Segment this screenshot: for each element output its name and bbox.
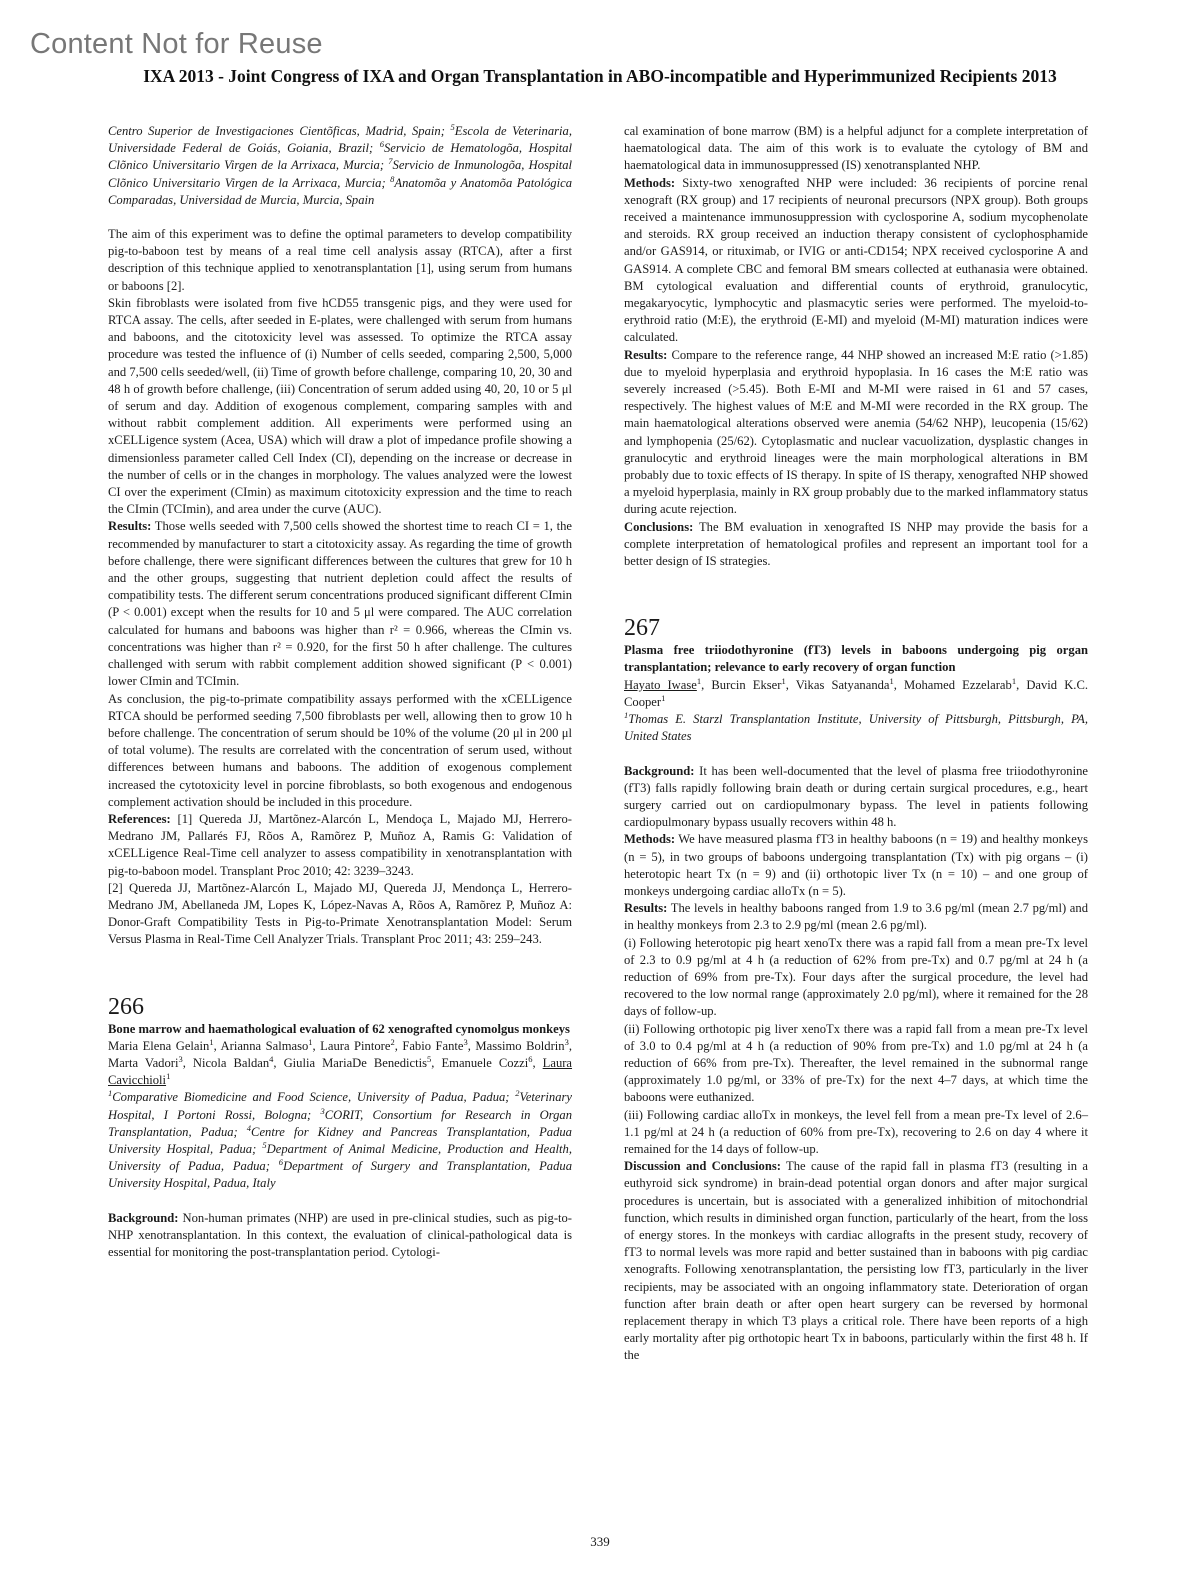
background-label: Background: <box>108 1210 179 1225</box>
results-label: Results: <box>624 347 668 362</box>
superscript: 1 <box>1011 675 1017 686</box>
presenting-author: Laura Cavicchioli <box>108 1055 573 1088</box>
background-label: Background: <box>624 763 695 778</box>
paragraph-aim: The aim of this experiment was to define the optimal parameters to develop compatibility pig-to-baboon test by means of a real time cell analysis assay (RTCA), after a first description of this technique applied to xenotransplantation [1], using serum from humans or baboons [2]. <box>108 227 572 293</box>
superscript: 4 <box>269 1053 274 1064</box>
superscript: 1 <box>781 675 786 686</box>
text-run: , Arianna Salmaso <box>213 1038 309 1053</box>
journal-title: IXA 2013 - Joint Congress of IXA and Organ Transplantation in ABO-incompatible and Hyperimmunized Recipients 2013 <box>143 66 1057 86</box>
superscript: 1 <box>624 709 629 720</box>
text-run: , Laura Pintore <box>312 1038 391 1053</box>
results-label: Results: <box>108 519 152 534</box>
text-run: , Massimo Boldrin <box>467 1038 565 1053</box>
text-run: , Fabio Fante <box>394 1038 464 1053</box>
abstract-266-affiliations <box>108 1089 572 1192</box>
results-text: The levels in healthy baboons ranged from 1.9 to 3.6 pg/ml (mean 2.7 pg/ml) and in healthy monkeys from 2.3 to 2.9 pg/ml (mean 2.6 pg/ml). <box>624 901 1088 933</box>
text-run: Maria Elena Gelain <box>108 1038 210 1053</box>
text-run: , Vikas Satyananda <box>785 677 890 692</box>
discussion-label: Discussion and Conclusions: <box>624 1159 781 1174</box>
text-run: , Marta Vadori <box>108 1038 572 1070</box>
superscript: 5 <box>450 121 455 132</box>
superscript: 1 <box>308 1036 313 1047</box>
text-run: Comparative Biomedicine and Food Science, University of Padua, Padua; <box>112 1090 516 1105</box>
paragraph-continued: cal examination of bone marrow (BM) is a helpful adjunct for a complete interpretation of haematological data. The aim of this work is to evaluate the cytology of BM and haematological data in immunosuppressed (IS) xenotransplanted NHP. <box>624 124 1088 173</box>
background-text: It has been well-documented that the level of plasma free triiodothyronine (fT3) falls rapidly following brain death or during certain surgical procedures, e.g., heart surgery carried out on cardiopulmonary bypass. The level in patients following cardiopulmonary bypass usually recovers within 48 h. <box>624 763 1088 830</box>
abstract-267-discussion <box>624 1158 1088 1364</box>
text-run: Veterinary Hospital, I Portoni Rossi, Bologna; <box>108 1090 572 1122</box>
superscript: 4 <box>246 1122 252 1133</box>
text-run: , Giulia MariaDe Benedictis <box>273 1055 428 1070</box>
superscript: 1 <box>209 1036 214 1047</box>
superscript: 1 <box>166 1070 171 1081</box>
superscript: 2 <box>390 1036 395 1047</box>
reference-2: [2] Quereda JJ, Martõnez-Alarcón L, Majado MJ, Quereda JJ, Mendonça L, Herrero-Medrano JM, Abellaneda JM, Lopes K, López-Navas A, Rõos A, Ramõrez P, Muñoz A: Donor-Graft Compatibility Tests in Pig-to-Primate Xenotransplantation Model: Serum Versus Plasma in Real-Time Cell Analyzer Trials. Transplant Proc 2011; 43: 259–243. <box>108 880 572 947</box>
superscript: 5 <box>262 1139 267 1150</box>
reference-1-text: [1] Quereda JJ, Martõnez-Alarcón L, Mendoça L, Majado MJ, Herrero-Medrano JM, Pallarés FJ, Rõos A, Ramõrez P, Muñoz A, Ramis G: Validation of xCELLigence Real-Time cell analyzer to assess compatibility in xenotransplantation with pig-to-baboon model. Transplant Proc 2010; 42: 3239–3243. <box>108 811 572 878</box>
abstract-267-title: Plasma free triiodothyronine (fT3) levels in baboons undergoing pig organ transplantation; relevance to early recovery of organ function <box>624 643 1088 675</box>
discussion-text: The cause of the rapid fall in plasma fT3 (resulting in a euthyroid sick syndrome) in brain-dead potential organ donors and after major surgical procedures is uncertain, but is associated with a generalized inhibition of mitochondrial function, which results in diminished organ function, particularly of the heart, from the loss of energy stores. In the monkeys with cardiac allografts in the present study, recovery of fT3 to normal levels was more rapid and better sustained than in baboons with pig cardiac xenografts. Following xenotransplantation, the persisting low fT3, particularly in the liver recipients, may be associated with an ongoing inflammatory state. Deterioration of organ function after brain death or after open heart surgery can be reversed by hormonal replacement therapy in which T3 plays a critical role. There have been reports of a high early mortality after pig orthotopic heart Tx in baboons, particularly within the first 48 h. If the <box>624 1159 1089 1363</box>
text-run: Thomas E. Starzl Transplantation Institute, University of Pittsburgh, Pittsburgh, PA, United States <box>624 712 1088 744</box>
watermark: Content Not for Reuse <box>30 28 323 60</box>
superscript: 6 <box>379 139 384 150</box>
text-run: Centre for Kidney and Pancreas Transplantation, Padua University Hospital, Padua; <box>108 1124 572 1156</box>
results-text: Those wells seeded with 7,500 cells showed the shortest time to reach CI = 1, the recommended by manufacturer to start a citotoxicity assay. As regarding the time of growth before challenge, there were significant differences between the cultures that grew for 10 h and the other groups, suggesting that nutrient depletion could affect the results of compatibility tests. The different serum concentrations produced significant different CImin (P < 0.001) except when the results for 10 and 5 μl were compared. The AUC correlation calculated for humans and baboons was higher than r² = 0.966, whereas the CImin vs. concentrations was higher than r² = 0.920, for the first 50 h after challenge. The cultures challenged with serum with rabbit complement addition showed significant (P < 0.001) lower CImin and TCImin. <box>108 519 572 689</box>
affiliations-continued <box>108 123 572 209</box>
superscript: 6 <box>278 1156 283 1167</box>
paragraph-conclusions-266 <box>624 519 1088 571</box>
abstract-266-authors <box>108 1038 572 1090</box>
superscript: 1 <box>889 675 894 686</box>
abstract-266-title: Bone marrow and haemathological evaluation of 62 xenografted cynomolgus monkeys <box>108 1021 570 1036</box>
superscript: 3 <box>320 1105 325 1116</box>
abstract-267-results <box>624 900 1088 934</box>
page-number: 339 <box>590 1534 610 1549</box>
results-label: Results: <box>624 901 668 916</box>
superscript: 7 <box>388 156 393 167</box>
text-run: , <box>532 1055 543 1070</box>
abstract-267-result-i: (i) Following heterotopic pig heart xenoTx there was a rapid fall from a mean pre-Tx level of 2.3 to 0.9 pg/ml at 4 h (a reduction of 62% from pre-Tx) and 0.7 pg/ml at 24 h (a reduction of 69% from pre-Tx). Four days after the surgical procedure, the level had recovered to the low normal range (approximately 2.0 pg/ml), where it remained for the 28 days of follow-up. <box>624 935 1088 1019</box>
superscript: 8 <box>390 173 395 184</box>
abstract-266-background <box>108 1210 572 1262</box>
text-run: Anatomõa y Anatomõa Patológica Comparadas, Universidad de Murcia, Murcia, Spain <box>108 175 572 207</box>
abstract-267-affiliations <box>624 711 1088 745</box>
superscript: 6 <box>528 1053 533 1064</box>
abstract-267-number: 267 <box>624 615 660 642</box>
superscript: 2 <box>515 1088 520 1099</box>
superscript: 5 <box>427 1053 432 1064</box>
background-text: Non-human primates (NHP) are used in pre-clinical studies, such as pig-to-NHP xenotransplantation. In this context, the evaluation of clinical-pathological data is essential for monitoring the post-transplantation period. Cytologi- <box>108 1210 572 1259</box>
text-run: Escola de Veterinaria, Universidade Federal de Goiás, Goiania, Brazil; <box>108 124 572 156</box>
presenting-author: Hayato Iwase <box>624 677 697 692</box>
text-run: , David K.C. Cooper <box>624 677 1088 709</box>
text-run: Centro Superior de Investigaciones Cientõficas, Madrid, Spain; <box>108 124 451 138</box>
conclusions-text: The BM evaluation in xenografted IS NHP may provide the basis for a complete interpretation of hematological profiles and represent an important tool for a better design of IS strategies. <box>624 519 1088 569</box>
abstract-267-authors <box>624 677 1088 711</box>
text-run: Servicio de Inmunologõa, Hospital Clõnico Universitario Virgen de la Arrixaca, Murcia; <box>108 158 572 190</box>
superscript: 3 <box>564 1036 569 1047</box>
abstract-267-background <box>624 763 1088 832</box>
results-text: Compare to the reference range, 44 NHP showed an increased M:E ratio (>1.85) due to myeloid hyperplasia and erythroid hypoplasia. In 16 cases the M:E ratio was severely increased (>5.45). Both E-MI and M-MI were raised in 61 and 57 cases, respectively. The highest values of M:E and M-MI were recorded in the RX group. The main haematological alterations observed were anemia (54/62 NHP), leucopenia (15/62) and lymphopenia (25/62). Cytoplasmatic and nuclear vacuolization, dysplastic changes in granulocytic and erythroid lineages were the main morphological alterations in BM probably due to toxic effects of IS therapy. In spite of IS therapy, xenografted NHP showed a myeloid hyperplasia, mainly in RX group probably due to the marked inflammatory status during acute rejection. <box>624 347 1088 517</box>
paragraph-conclusion: As conclusion, the pig-to-primate compatibility assays performed with the xCELLigence RTCA should be performed seeding 7,500 fibroblasts per well, allowing then to grow 10 h before challenge. The concentration of serum should be 10% of the volume (20 μl in 200 μl of total volume). The results are correlated with the concentration of serum used, without differences between humans and baboons. The addition of exogenous complement increased the cytotoxicity level in porcine fibroblasts, so both exogenous and endogenous complement activation should be included in this procedure. <box>108 691 572 809</box>
superscript: 3 <box>463 1036 468 1047</box>
text-run: , Burcin Ekser <box>701 677 782 692</box>
abstract-266-number: 266 <box>108 993 144 1020</box>
text-run: CORIT, Consortium for Research in Organ Transplantation, Padua; <box>108 1107 573 1139</box>
left-column <box>108 123 572 1261</box>
methods-text: We have measured plasma fT3 in healthy baboons (n = 19) and healthy monkeys (n = 5), in two groups of baboons undergoing transplantation (Tx) with pig organs – (i) heterotopic heart Tx (n = 9) and (ii) orthotopic liver Tx (n = 10) – and one group of monkeys undergoing cardiac alloTx (n = 5). <box>624 832 1088 898</box>
abstract-267-methods <box>624 831 1088 900</box>
text-run: , Nicola Baldan <box>182 1055 270 1070</box>
paragraph-methods: Skin fibroblasts were isolated from five hCD55 transgenic pigs, and they were used for RTCA assay. The cells, after seeded in E-plates, were challenged with serum from humans and baboons, and the citotoxicity level was assessed. To optimize the RTCA assay procedure was tested the influence of (i) Number of cells seeded, comparing 2,500, 5,000 and 7,500 cells seeded/well, (ii) Time of growth before challenge, comparing 10, 20, 30 and 48 h of growth before challenge, (iii) Concentration of serum added using 40, 20, 10 or 5 μl of serum and day. Addition of exogenous complement, comparing samples with and without rabbit complement addition. All experiments were performed using an xCELLigence system (Acea, USA) which will draw a plot of impedance profile showing a dimensionless parameter called Cell Index (CI), depending on the increase or decrease in the number of cells or in the changes in morphology. The values analyzed were the lowest CI over the experiment (CImin) as maximum citotoxicity expression and the time to reach the CImin (TCImin), and area under the curve (AUC). <box>108 295 572 517</box>
references-label: References: <box>108 811 171 826</box>
right-column <box>624 123 1088 1365</box>
superscript: 3 <box>178 1053 183 1064</box>
superscript: 1 <box>661 692 666 703</box>
superscript: 1 <box>108 1088 113 1099</box>
conclusions-label: Conclusions: <box>624 519 694 534</box>
text-run: , Mohamed Ezzelarab <box>893 677 1012 692</box>
reference-1 <box>108 811 572 880</box>
superscript: 1 <box>696 675 702 686</box>
methods-label: Methods: <box>624 832 676 847</box>
text-run: Department of Animal Medicine, Production and Health, University of Padua, Padua; <box>108 1141 572 1174</box>
abstract-267-result-iii: (iii) Following cardiac alloTx in monkeys, the level fell from a mean pre-Tx level of 2.6–1.1 pg/ml at 24 h (a reduction of 60% from pre-Tx), recovering to 2.6 on day 4 where it remained for the 14 days of follow-up. <box>624 1107 1088 1156</box>
text-run: Department of Surgery and Transplantation, Padua University Hospital, Padua, Italy <box>108 1159 572 1191</box>
paragraph-methods-266 <box>624 175 1088 347</box>
methods-text: Sixty-two xenografted NHP were included: 36 recipients of porcine renal xenograft (RX group) and 17 recipients of neuronal precursors (NPX group). Both groups received a maintenance immunosuppression with cyclosporine A, sodium mycophenolate and steroids. RX group received an induction therapy consistent of cyclophosphamide and/or GAS914, or rituximab, or IVIG or anti-CD154; NPX received cyclosporine A and GAS914. A complete CBC and femoral BM smears collected at euthanasia were obtained. BM cytological evaluation and differential counts of erythroid, granulocytic, megakaryocytic, lymphocytic and plasmacytic series were performed. The myeloid-to-erythroid ratio (M:E), the erythroid (E-MI) and myeloid (M-MI) maturation indices were calculated. <box>624 175 1088 345</box>
paragraph-results <box>108 518 572 690</box>
paragraph-results-266 <box>624 347 1088 519</box>
methods-label: Methods: <box>624 175 676 190</box>
abstract-267-result-ii: (ii) Following orthotopic pig liver xenoTx there was a rapid fall from a mean pre-Tx level of 3.0 to 0.4 pg/ml at 4 h (a reduction of 90% from pre-Tx) and 1.0 pg/ml at 24 h (a reduction of 66% from pre-Tx). Thereafter, the level remained in the subnormal range (approximately 1.0 pg/ml, or 33% of pre-Tx) for the next 4–7 days, at which time the baboons were euthanized. <box>624 1021 1088 1105</box>
text-run: Servicio de Hematologõa, Hospital Clõnico Universitario Virgen de la Arrixaca, Murcia; <box>108 141 572 173</box>
text-run: , Emanuele Cozzi <box>431 1055 529 1070</box>
